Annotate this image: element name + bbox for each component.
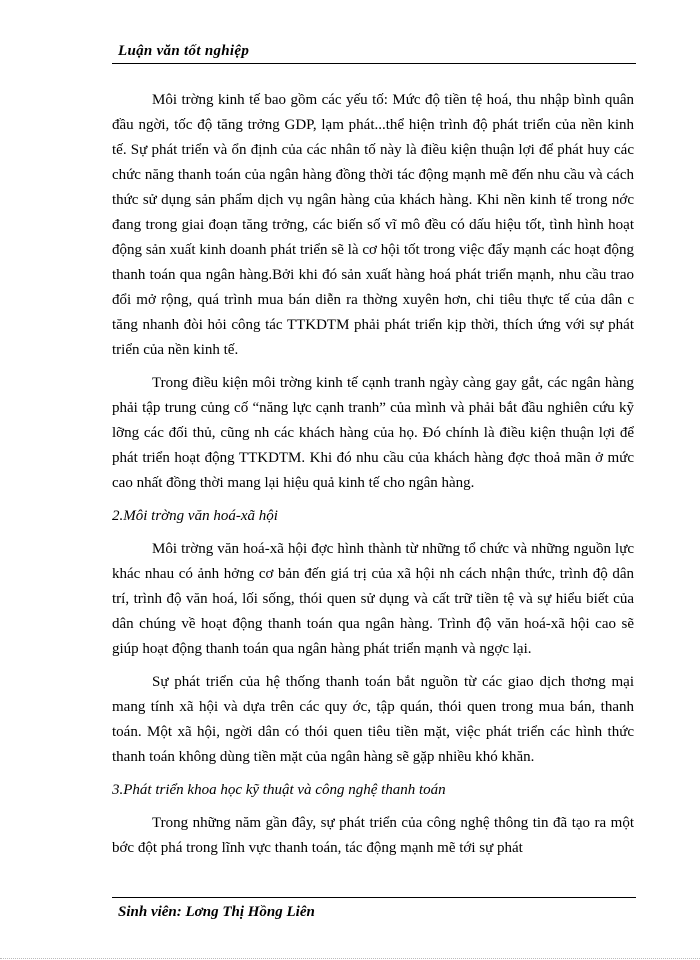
header-divider xyxy=(112,63,636,64)
paragraph-payment-habits: Sự phát triển của hệ thống thanh toán bắt nguồn từ các giao dịch thơng mại mang tính xã hội và dựa trên các quy ớc, tập quán, thói quen trong mua bán, thanh toán. Một xã hội, ngời dân có thói quen tiêu tiền mặt, việc phát triển các hình thức thanh toán không dùng tiền mặt của ngân hàng sẽ gặp nhiều khó khăn. xyxy=(112,674,634,765)
paragraph-economic-environment: Môi trờng kinh tế bao gồm các yếu tố: Mức độ tiền tệ hoá, thu nhập bình quân đầu ngời, tốc độ tăng trởng GDP, lạm phát...thể hiện trình độ phát triển của nền kinh tế. Sự phát triển và ổn định của các nhân tố này là điều kiện thuận lợi để phát huy các chức năng thanh toán của ngân hàng đồng thời tác động mạnh mẽ đến nhu cầu và cách thức sử dụng sản phẩm dịch vụ ngân hàng của khách hàng. Khi nền kinh tế trong nớc đang trong giai đoạn tăng trởng, các biến số vĩ mô đều có dấu hiệu tốt, tình hình hoạt động sản xuất kinh doanh phát triển sẽ là cơ hội tốt trong việc đẩy mạnh các hoạt động thanh toán qua ngân hàng.Bởi khi đó sản xuất hàng hoá phát triển mạnh, nhu cầu trao đổi mở rộng, quá trình mua bán diễn ra thờng xuyên hơn, chi tiêu thực tế của dân c tăng nhanh đòi hỏi công tác TTKDTM phải phát triển kịp thời, thích ứng với sự phát triển của nền kinh tế. xyxy=(112,92,634,358)
footer-divider xyxy=(112,897,636,898)
body-text xyxy=(112,88,634,869)
paragraph-culture: Môi trờng văn hoá-xã hội đợc hình thành từ những tổ chức và những nguồn lực khác nhau có ảnh hởng cơ bản đến giá trị của xã hội nh cách nhận thức, trình độ dân trí, trình độ văn hoá, lối sống, thói quen sử dụng và cất trữ tiền tệ và sự hiểu biết của dân chúng về hoạt động thanh toán qua ngân hàng. Trình độ văn hoá-xã hội cao sẽ giúp hoạt động thanh toán qua ngân hàng phát triển mạnh và ngợc lại. xyxy=(112,541,634,657)
running-header: Luận văn tốt nghiệp xyxy=(118,43,250,59)
running-footer: Sinh viên: Lơng Thị Hồng Liên xyxy=(118,904,315,920)
paragraph-technology: Trong những năm gần đây, sự phát triển của công nghệ thông tin đã tạo ra một bớc đột phá trong lĩnh vực thanh toán, tác động mạnh mẽ tới sự phát xyxy=(112,815,634,856)
page-edge xyxy=(0,958,700,959)
section-heading-culture: 2.Môi trờng văn hoá-xã hội xyxy=(112,508,278,524)
paragraph-competition: Trong điều kiện môi trờng kinh tế cạnh tranh ngày càng gay gắt, các ngân hàng phải tập trung củng cố “năng lực cạnh tranh” của mình và phải bắt đầu nghiên cứu kỹ lỡng các đối thủ, cũng nh các khách hàng của họ. Đó chính là điều kiện thuận lợi để phát triển hoạt động TTKDTM. Khi đó nhu cầu của khách hàng đợc thoả mãn ở mức cao nhất đồng thời mang lại hiệu quả kinh tế cho ngân hàng. xyxy=(112,375,634,491)
section-heading-technology: 3.Phát triển khoa học kỹ thuật và công nghệ thanh toán xyxy=(112,782,446,798)
